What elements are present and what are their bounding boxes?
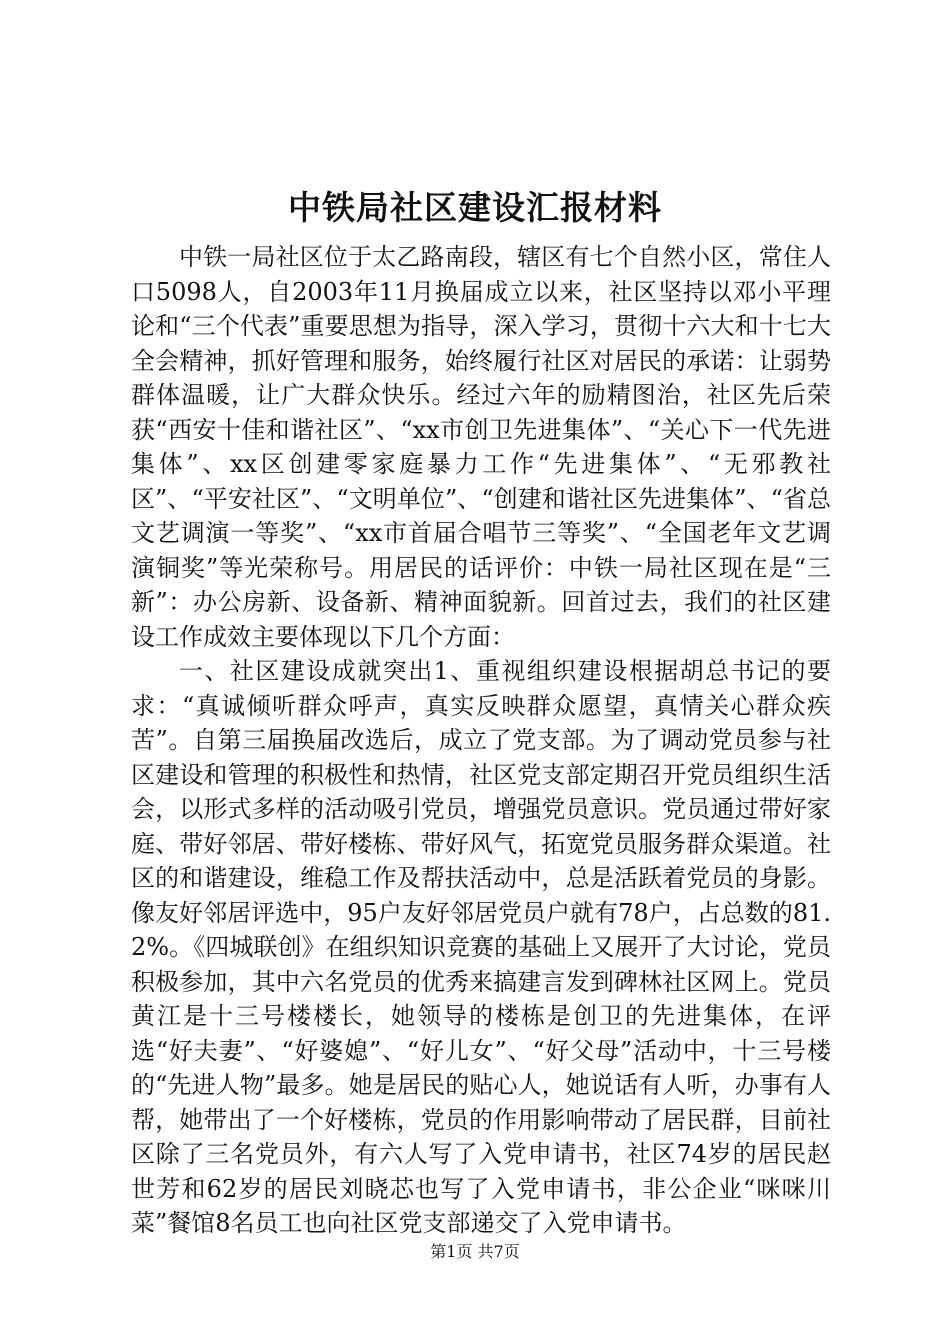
document-body [131, 240, 831, 1241]
body-paragraph-organization: 一、社区建设成就突出1、重视组织建设根据胡总书记的要求：“真诚倾听群众呼声，真实反映群众愿望，真情关心群众疾苦”。自第三届换届改选后，成立了党支部。为了调动党员参与社区建设和管理的积极性和热情，社区党支部定期召开党员组织生活会，以形式多样的活动吸引党员，增强党员意识。党员通过带好家庭、带好邻居、带好楼栋、带好风气，拓宽党员服务群众渠道。社区的和谐建设，维稳工作及帮扶活动中，总是活跃着党员的身影。像友好邻居评选中，95户友好邻居党员户就有78户，占总数的81.2%。《四城联创》在组织知识竞赛的基础上又展开了大讨论，党员积极参加，其中六名党员的优秀来搞建言发到碑林社区网上。党员黄江是十三号楼楼长，她领导的楼栋是创卫的先进集体，在评选“好夫妻”、“好婆媳”、“好儿女”、“好父母”活动中，十三号楼的“先进人物”最多。她是居民的贴心人，她说话有人听，办事有人帮，她带出了一个好楼栋，党员的作用影响带动了居民群，目前社区除了三名党员外，有六人写了入党申请书，社区74岁的居民赵世芳和62岁的居民刘晓芯也写了入党申请书，非公企业“咪咪川菜”餐馆8名员工也向社区党支部递交了入党申请书。 [131, 657, 831, 1237]
page-footer [0, 1240, 950, 1264]
page-total: 共7页 [477, 1242, 520, 1261]
page-number: 第1页 [430, 1242, 473, 1261]
body-paragraph-intro: 中铁一局社区位于太乙路南段，辖区有七个自然小区，常住人口5098人，自2003年11月换届成立以来，社区坚持以邓小平理论和“三个代表”重要思想为指导，深入学习，贯彻十六大和十七大全会精神，抓好管理和服务，始终履行社区对居民的承诺：让弱势群体温暖，让广大群众快乐。经过六年的励精图治，社区先后荣获“西安十佳和谐社区”、“xx市创卫先进集体”、“关心下一代先进集体”、xx区创建零家庭暴力工作“先进集体”、“无邪教社区”、“平安社区”、“文明单位”、“创建和谐社区先进集体”、“省总文艺调演一等奖”、“xx市首届合唱节三等奖”、“全国老年文艺调演铜奖”等光荣称号。用居民的话评价：中铁一局社区现在是“三新”：办公房新、设备新、精神面貌新。回首过去，我们的社区建设工作成效主要体现以下几个方面： [131, 243, 831, 651]
document-title: 中铁局社区建设汇报材料 [288, 188, 662, 227]
